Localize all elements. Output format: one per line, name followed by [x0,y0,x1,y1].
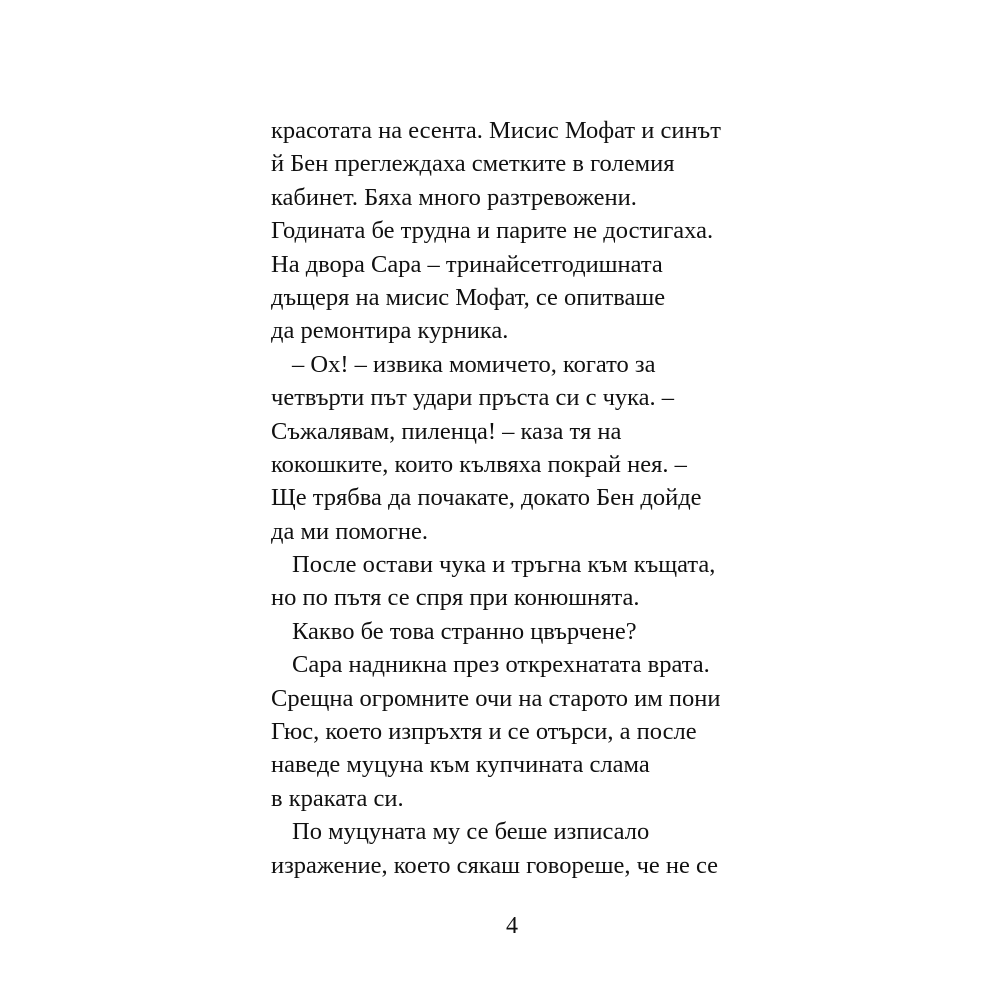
text-line: четвърти път удари пръста си с чука. – [271,384,675,412]
text-line: дъщеря на мисис Мофат, се опитваше [271,283,666,311]
text-line: да ремонтира курника. [271,317,509,345]
text-line: Какво бе това странно цвърчене? [292,617,637,645]
text-line: Годината бе трудна и парите не достигаха. [271,217,714,245]
text-line: Срещна огромните очи на старото им пони [271,684,721,712]
text-line: Ще трябва да почакате, докато Бен дойде [271,484,702,512]
text-line: да ми помогне. [271,517,429,545]
text-line: Съжалявам, пиленца! – каза тя на [271,417,622,445]
text-line: Сара надникна през открехнатата врата. [292,651,710,679]
text-line: После остави чука и тръгна към къщата, [292,551,716,579]
text-line: й Бен преглеждаха сметките в големия [271,150,675,178]
page-number: 4 [506,913,518,939]
text-line: – Ох! – извика момичето, когато за [292,350,656,378]
text-line: кокошките, които кълвяха покрай нея. – [271,450,687,478]
text-line: Гюс, което изпръхтя и се отърси, а после [271,718,697,746]
text-line: По муцуната му се беше изписало [292,818,650,846]
text-line: наведе муцуна към купчината слама [271,751,650,779]
text-line: красотата на есента. Мисис Мофат и синът [271,117,721,144]
body-text [271,114,751,882]
text-line: кабинет. Бяха много разтревожени. [271,183,637,211]
text-line: На двора Сара – тринайсетгодишната [271,250,663,278]
text-line: в краката си. [271,784,404,812]
text-line: изражение, което сякаш говореше, че не се [271,851,719,879]
text-line: но по пътя се спря при конюшнята. [271,584,640,612]
